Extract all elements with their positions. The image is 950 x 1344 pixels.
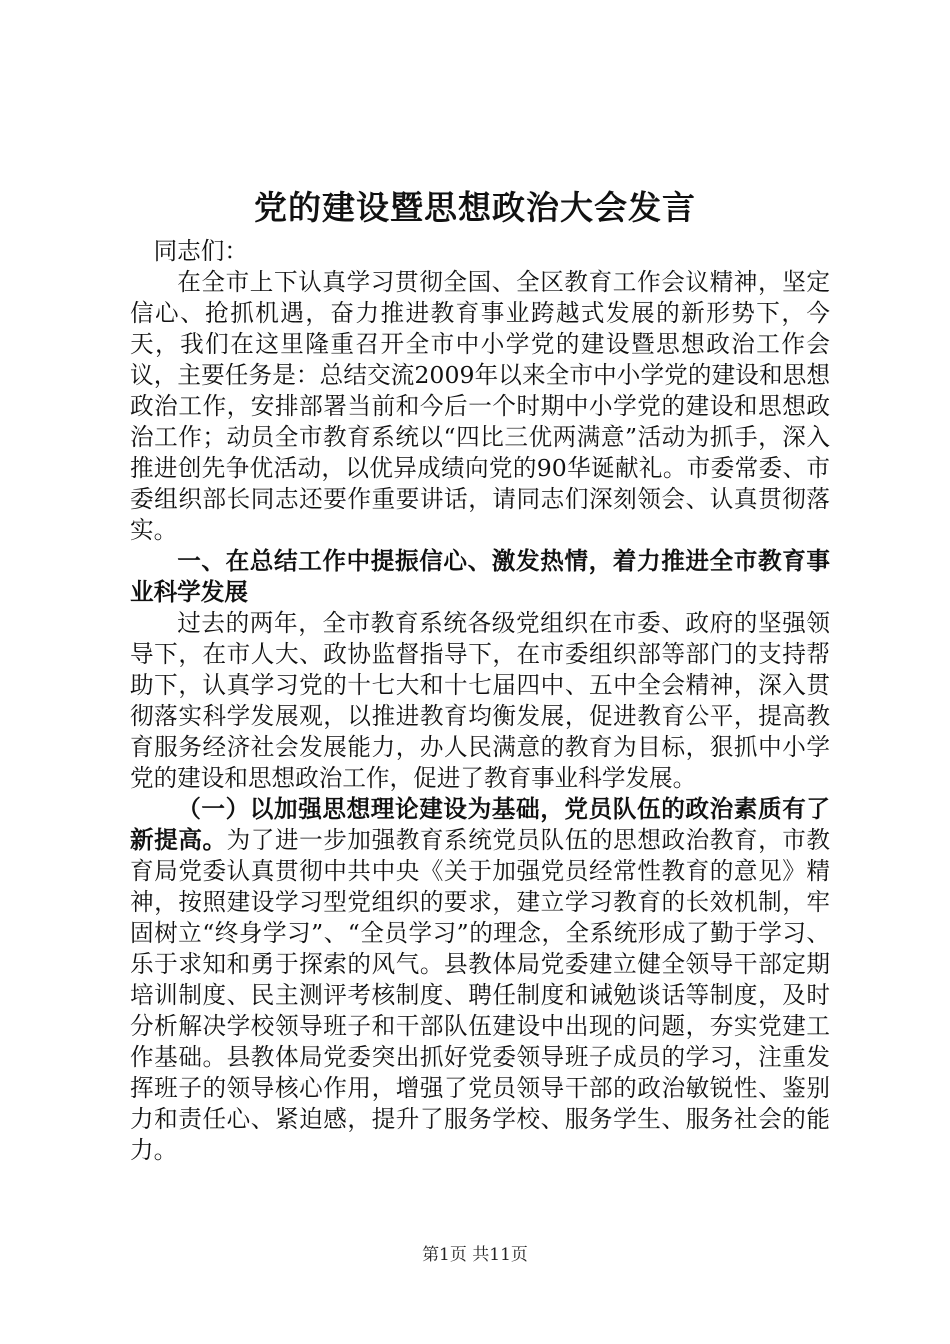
document-body [130,236,830,1166]
document-title: 党的建设暨思想政治大会发言 [254,188,696,227]
section-1-paragraph: 过去的两年，全市教育系统各级党组织在市委、政府的坚强领导下，在市人大、政协监督指导下，在市委组织部等部门的支持帮助下，认真学习党的十七大和十七届四中、五中全会精神，深入贯彻落实科学发展观，以推进教育均衡发展，促进教育公平，提高教育服务经济社会发展能力，办人民满意的教育为目标，狠抓中小学党的建设和思想政治工作，促进了教育事业科学发展。 [130,609,830,792]
subsection-1-lead: （一）以加强思想理论建设为基础，党员队伍的政治素质有了新提高。 [130,795,830,854]
subsection-1-body: 为了进一步加强教育系统党员队伍的思想政治教育，市教育局党委认真贯彻中共中央《关于加强党员经常性教育的意见》精神，按照建设学习型党组织的要求，建立学习教育的长效机制，牢固树立“终身学习”、“全员学习”的理念，全系统形成了勤于学习、乐于求知和勇于探索的风气。县教体局党委建立健全领导干部定期培训制度、民主测评考核制度、聘任制度和诫勉谈话等制度，及时分析解决学校领导班子和干部队伍建设中出现的问题，夯实党建工作基础。县教体局党委突出抓好党委领导班子成员的学习，注重发挥班子的领导核心作用，增强了党员领导干部的政治敏锐性、鉴别力和责任心、紧迫感，提升了服务学校、服务学生、服务社会的能力。 [130,826,831,1164]
intro-paragraph: 在全市上下认真学习贯彻全国、全区教育工作会议精神，坚定信心、抢抓机遇，奋力推进教育事业跨越式发展的新形势下，今天，我们在这里隆重召开全市中小学党的建设暨思想政治工作会议，主要任务是：总结交流2009年以来全市中小学党的建设和思想政治工作，安排部署当前和今后一个时期中小学党的建设和思想政治工作；动员全市教育系统以“四比三优两满意”活动为抓手，深入推进创先争优活动，以优异成绩向党的90华诞献礼。市委常委、市委组织部长同志还要作重要讲话，请同志们深刻领会、认真贯彻落实。 [130,268,830,544]
page-footer: 第1页 共11页 [422,1245,528,1265]
subsection-1-paragraph [130,794,830,1166]
greeting-paragraph: 同志们： [153,237,248,265]
section-1-heading: 一、在总结工作中提振信心、激发热情，着力推进全市教育事业科学发展 [130,547,830,606]
